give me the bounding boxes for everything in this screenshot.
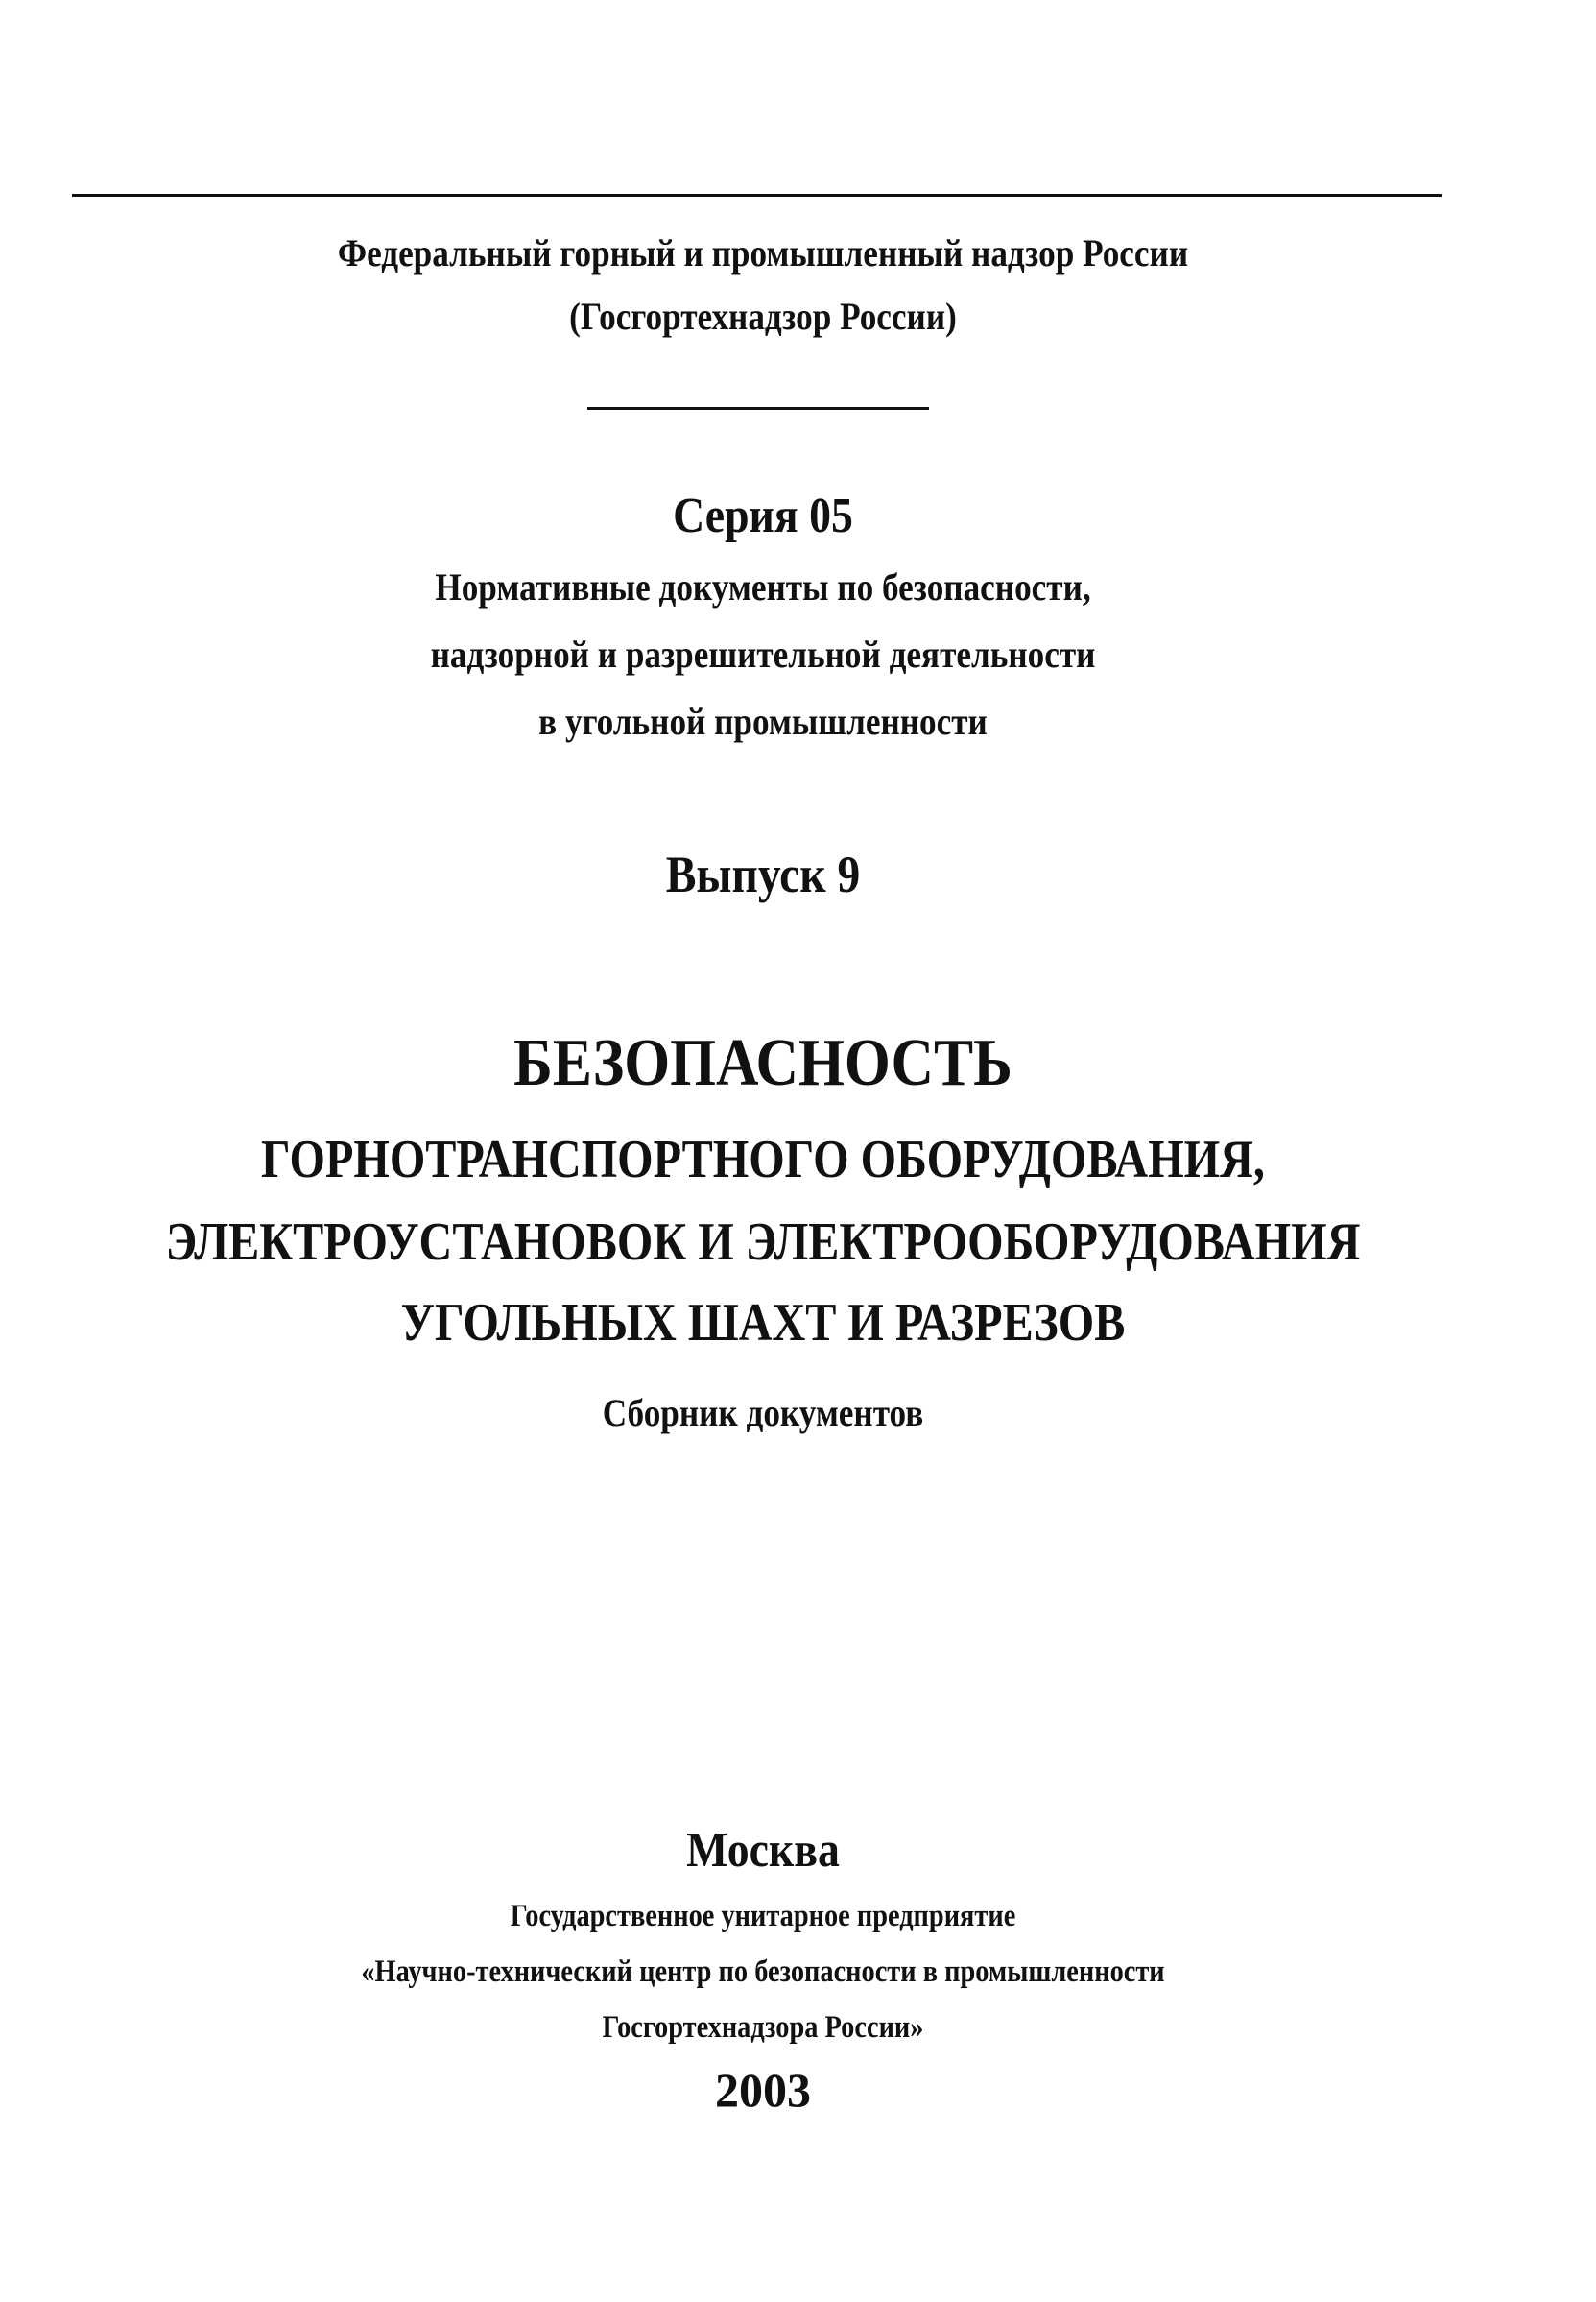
imprint-year: 2003 [715,2063,811,2117]
series-description-line-1: Нормативные документы по безопасности, [435,565,1091,609]
issue-label: Выпуск 9 [665,846,861,903]
imprint-city: Москва [686,1823,840,1878]
agency-abbreviation: (Госгортехнадзор России) [569,295,957,338]
title-sub-line-2: ЭЛЕКТРОУСТАНОВОК И ЭЛЕКТРООБОРУДОВАНИЯ [165,1212,1361,1272]
title-main: БЕЗОПАСНОСТЬ [513,1026,1012,1100]
series-title: Серия 05 [673,489,853,543]
top-rule [72,194,1442,197]
divider-rule [587,407,929,410]
series-description-line-2: надзорной и разрешительной деятельности [430,633,1096,676]
collection-label: Сборник документов [602,1391,924,1434]
series-description-line-3: в угольной промышленности [538,700,988,743]
publisher-line-3: Госгортехнадзора России» [602,2010,924,2045]
title-sub-line-3: УГОЛЬНЫХ ШАХТ И РАЗРЕЗОВ [400,1293,1126,1353]
agency-name: Федеральный горный и промышленный надзор России [337,231,1189,275]
publisher-line-2: «Научно-технический центр по безопасности в промышленности [361,1954,1165,1989]
title-sub-line-1: ГОРНОТРАНСПОРТНОГО ОБОРУДОВАНИЯ, [261,1130,1265,1189]
publisher-line-1: Государственное унитарное предприятие [510,1899,1016,1933]
